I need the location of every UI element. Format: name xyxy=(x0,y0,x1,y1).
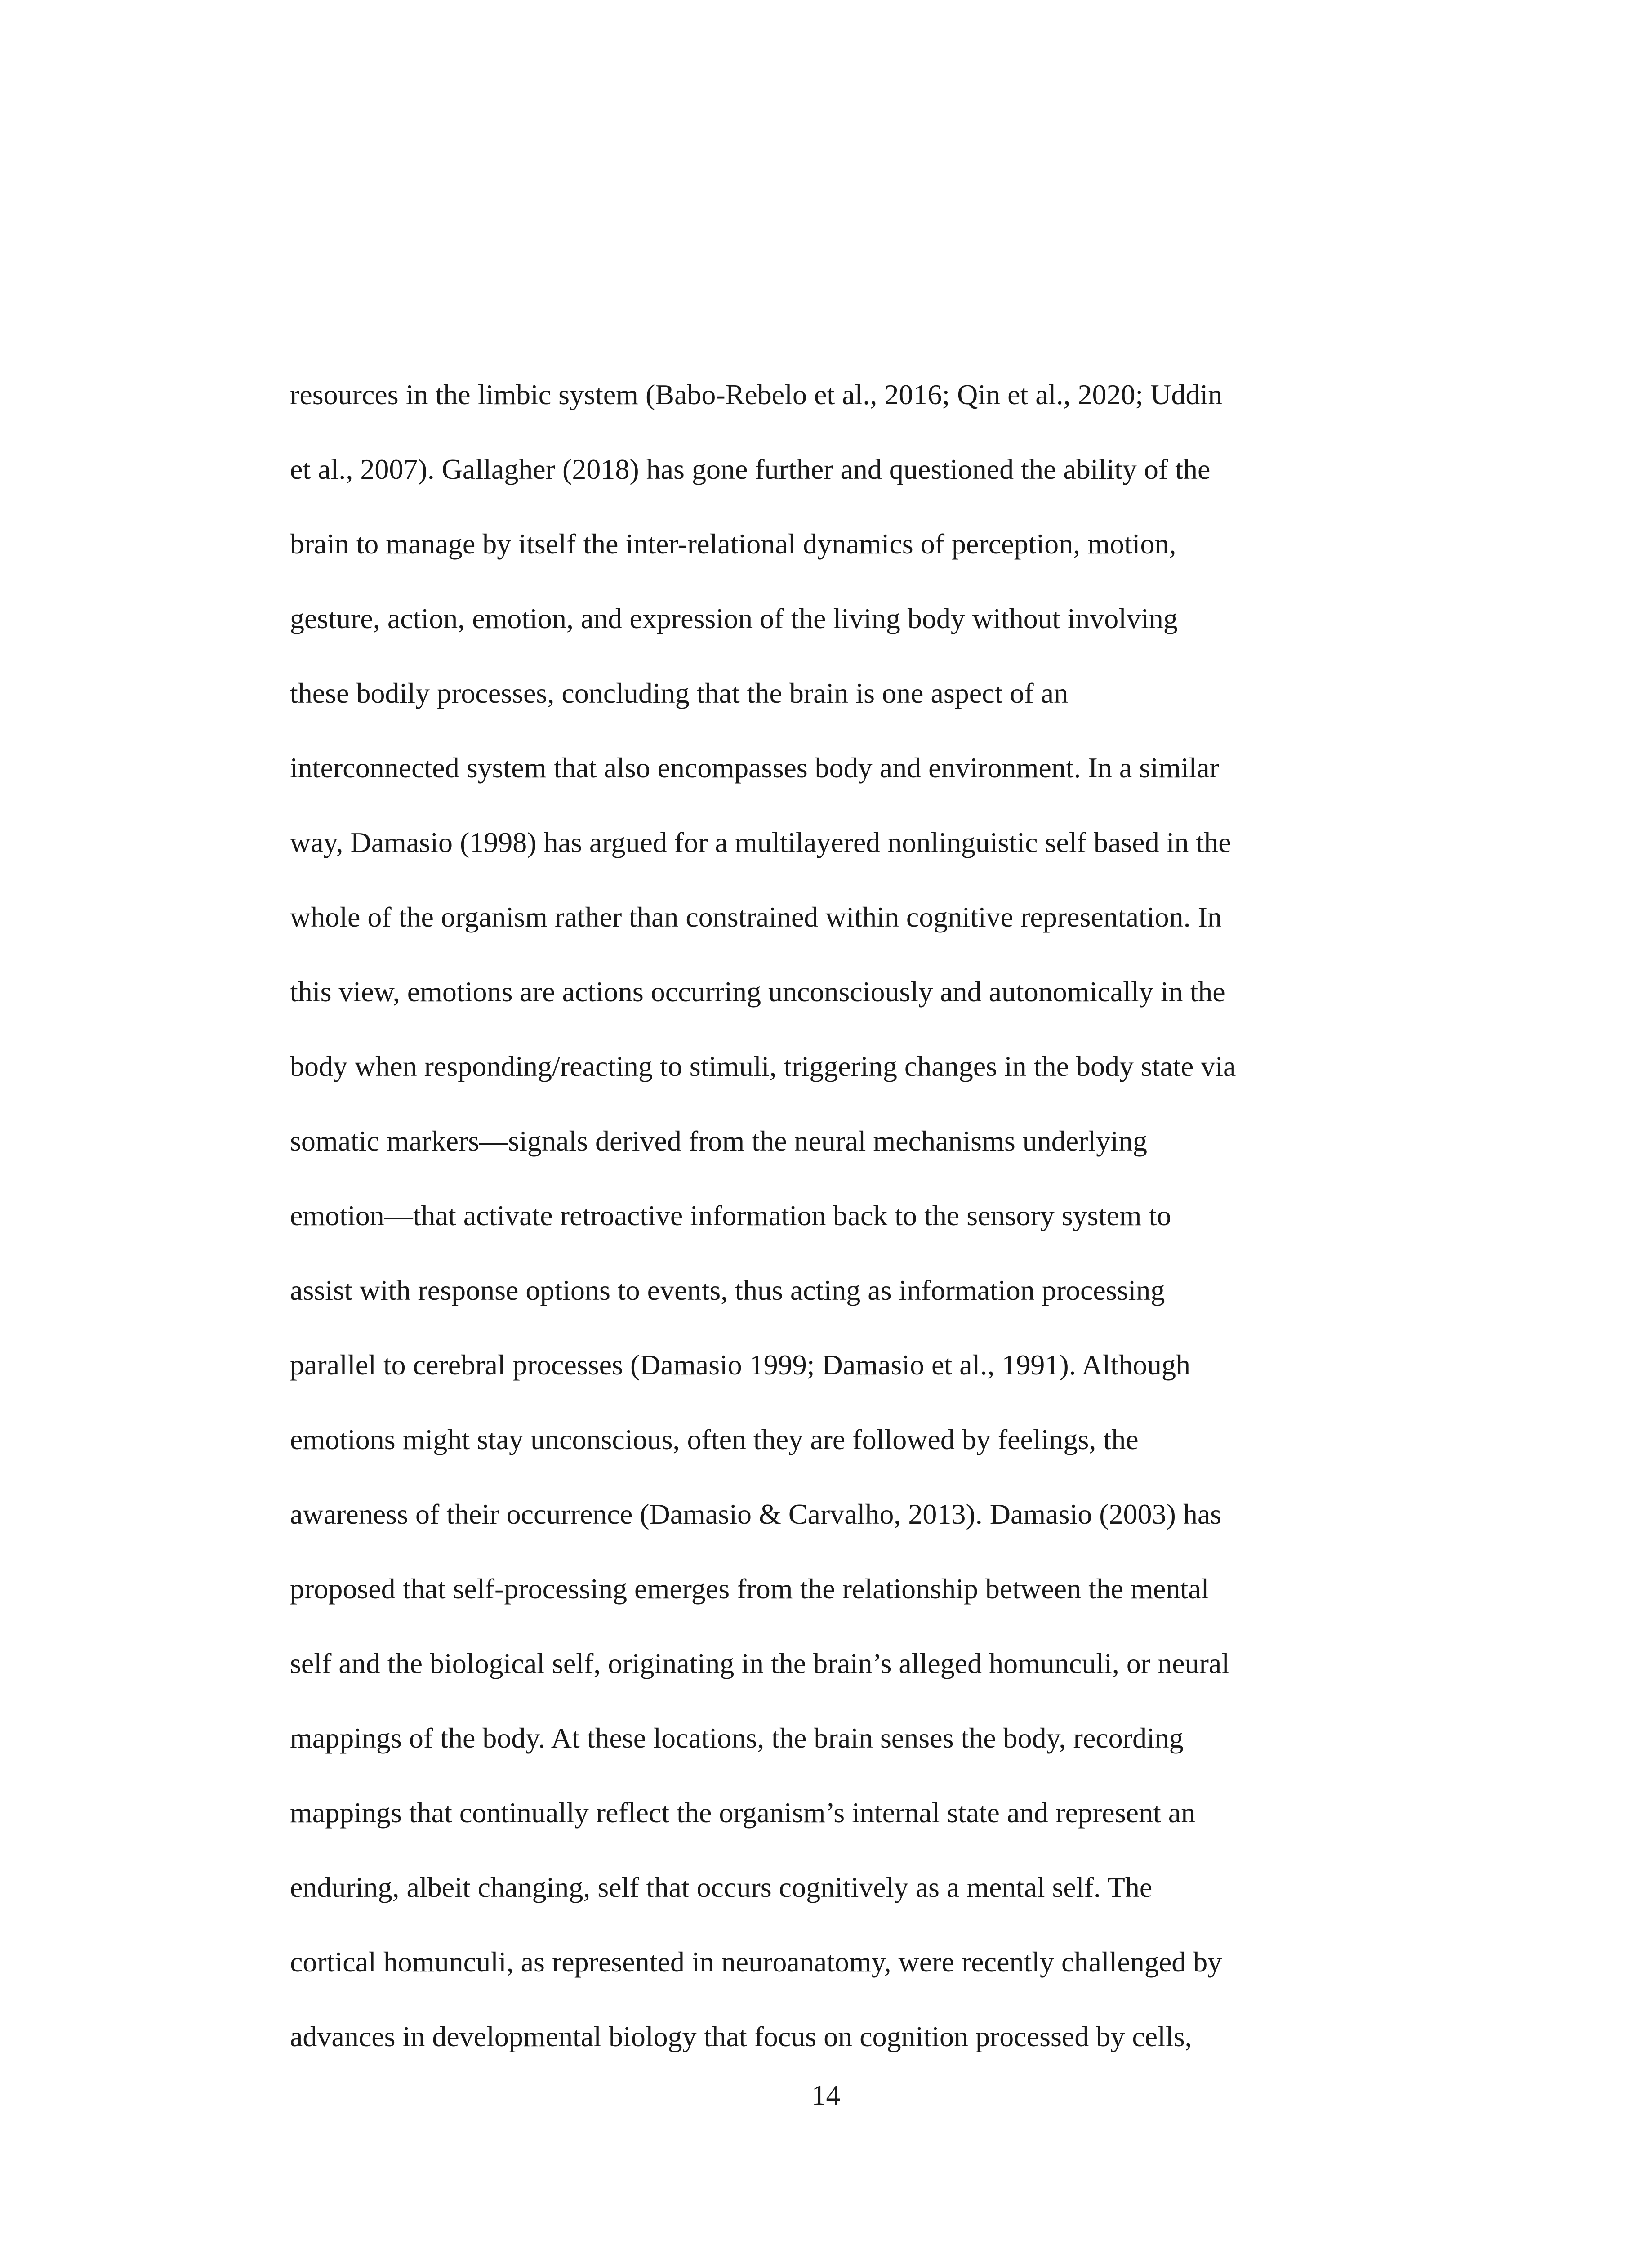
text-line-20: mappings that continually reflect the organism’s internal state and represent an xyxy=(290,1797,1196,1829)
text-line-14: parallel to cerebral processes (Damasio 1999; Damasio et al., 1991). Although xyxy=(290,1349,1190,1381)
text-line-1: resources in the limbic system (Babo-Rebelo et al., 2016; Qin et al., 2020; Uddin xyxy=(290,379,1223,410)
text-line-2: et al., 2007). Gallagher (2018) has gone further and questioned the ability of the xyxy=(290,453,1211,485)
text-line-5: these bodily processes, concluding that the brain is one aspect of an xyxy=(290,677,1069,709)
text-line-15: emotions might stay unconscious, often they are followed by feelings, the xyxy=(290,1423,1139,1455)
text-line-17: proposed that self-processing emerges from the relationship between the mental xyxy=(290,1573,1209,1605)
text-line-7: way, Damasio (1998) has argued for a multilayered nonlinguistic self based in the xyxy=(290,826,1231,858)
text-line-12: emotion—that activate retroactive information back to the sensory system to xyxy=(290,1200,1171,1231)
text-line-18: self and the biological self, originating in the brain’s alleged homunculi, or neural xyxy=(290,1647,1230,1679)
text-line-23: advances in developmental biology that focus on cognition processed by cells, xyxy=(290,2021,1192,2052)
text-line-4: gesture, action, emotion, and expression of the living body without involving xyxy=(290,602,1178,634)
text-line-13: assist with response options to events, thus acting as information processing xyxy=(290,1274,1165,1306)
text-line-10: body when responding/reacting to stimuli, triggering changes in the body state via xyxy=(290,1050,1236,1082)
text-line-8: whole of the organism rather than constrained within cognitive representation. In xyxy=(290,901,1222,933)
text-line-9: this view, emotions are actions occurring unconsciously and autonomically in the xyxy=(290,976,1225,1008)
text-line-3: brain to manage by itself the inter-relational dynamics of perception, motion, xyxy=(290,528,1176,560)
text-line-16: awareness of their occurrence (Damasio & Carvalho, 2013). Damasio (2003) has xyxy=(290,1498,1222,1530)
text-line-6: interconnected system that also encompasses body and environment. In a similar xyxy=(290,752,1219,784)
text-line-21: enduring, albeit changing, self that occurs cognitively as a mental self. The xyxy=(290,1871,1153,1903)
page-number: 14 xyxy=(811,2079,841,2111)
text-line-11: somatic markers—signals derived from the neural mechanisms underlying xyxy=(290,1125,1148,1157)
body-paragraph xyxy=(290,357,1387,2074)
text-line-22: cortical homunculi, as represented in neuroanatomy, were recently challenged by xyxy=(290,1946,1222,1978)
text-line-19: mappings of the body. At these locations, the brain senses the body, recording xyxy=(290,1722,1184,1754)
